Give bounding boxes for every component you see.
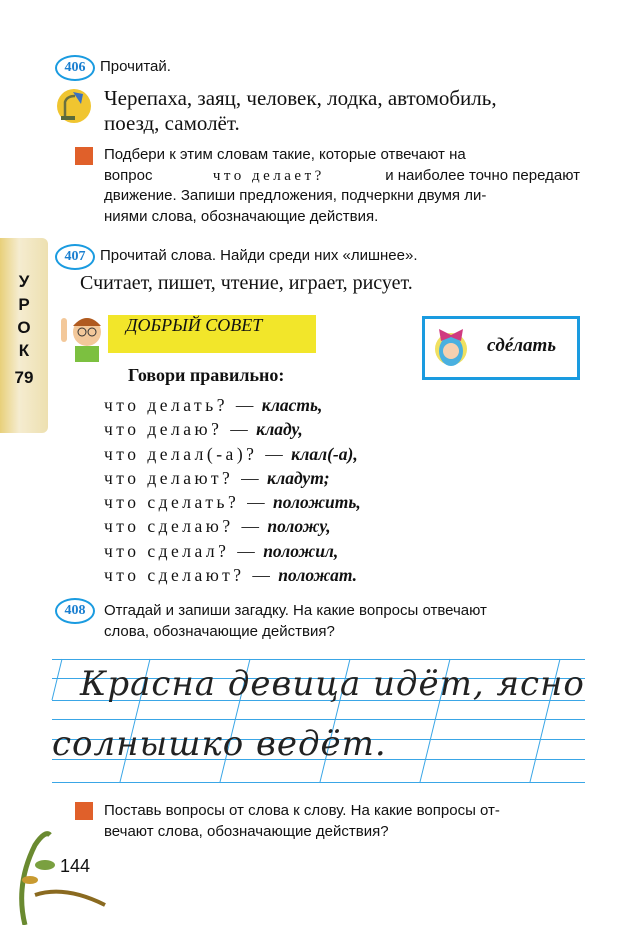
question-phrase: что делает? bbox=[212, 167, 325, 184]
lesson-letter: У bbox=[18, 272, 30, 291]
para-text: вопрос bbox=[104, 166, 153, 184]
exercise-number-407: 407 bbox=[55, 244, 95, 270]
exercise-number-408: 408 bbox=[55, 598, 95, 624]
task-line: Поставь вопросы от слова к слову. На какие вопросы от- bbox=[104, 802, 500, 819]
handwriting-line-2: солнышко ведёт. bbox=[52, 724, 387, 764]
exercise-408-followup bbox=[104, 800, 500, 842]
words-line-2: поезд, самолёт. bbox=[104, 111, 240, 135]
page-number: 144 bbox=[60, 856, 91, 876]
task-line: слова, обозначающие действия? bbox=[104, 623, 335, 640]
advice-line: что делал(-а)? — клал(-а), bbox=[104, 443, 358, 464]
words-line-1: Черепаха, заяц, человек, лодка, автомобиль, bbox=[104, 86, 497, 110]
advice-title: ДОБРЫЙ СОВЕТ bbox=[126, 315, 263, 335]
task-line: Отгадай и запиши загадку. На какие вопросы отвечают bbox=[104, 602, 487, 619]
para-line: Подбери к этим словам такие, которые отвечают на bbox=[104, 146, 466, 163]
advice-line: что сделал? — положил, bbox=[104, 540, 339, 561]
exercise-number-406: 406 bbox=[55, 55, 95, 81]
exercise-407-task: Прочитай слова. Найди среди них «лишнее». bbox=[100, 247, 418, 264]
task-line: вечают слова, обозначающие действия? bbox=[104, 823, 389, 840]
exercise-407-words: Считает, пишет, чтение, играет, рисует. bbox=[80, 272, 413, 294]
advice-line: что сделают? — положат. bbox=[104, 565, 358, 586]
advice-line: что сделаю? — положу, bbox=[104, 516, 331, 537]
exercise-406-task: Прочитай. bbox=[100, 58, 171, 75]
task-marker-icon bbox=[75, 802, 93, 820]
lesson-number: 79 bbox=[14, 368, 34, 387]
advice-line: что делать? — класть, bbox=[104, 395, 323, 415]
advice-line: что сделать? — положить, bbox=[104, 492, 361, 513]
advice-line: что делаю? — кладу, bbox=[104, 419, 303, 440]
para-line: движение. Запиши предложения, подчеркни двумя ли- bbox=[104, 187, 487, 204]
handwriting-line-1: Красна девица идёт, ясно bbox=[80, 664, 585, 704]
para-line: ниями слова, обозначающие действия. bbox=[104, 207, 379, 225]
lesson-letter: К bbox=[18, 341, 30, 360]
lesson-letter: Р bbox=[18, 295, 30, 314]
para-text: и наиболее точно передают bbox=[385, 166, 580, 184]
dictionary-word: сдéлать bbox=[487, 335, 557, 356]
advice-line: что делают? — кладут; bbox=[104, 467, 330, 488]
lesson-letter: О bbox=[17, 318, 31, 337]
advice-heading: Говори правильно: bbox=[128, 365, 285, 385]
